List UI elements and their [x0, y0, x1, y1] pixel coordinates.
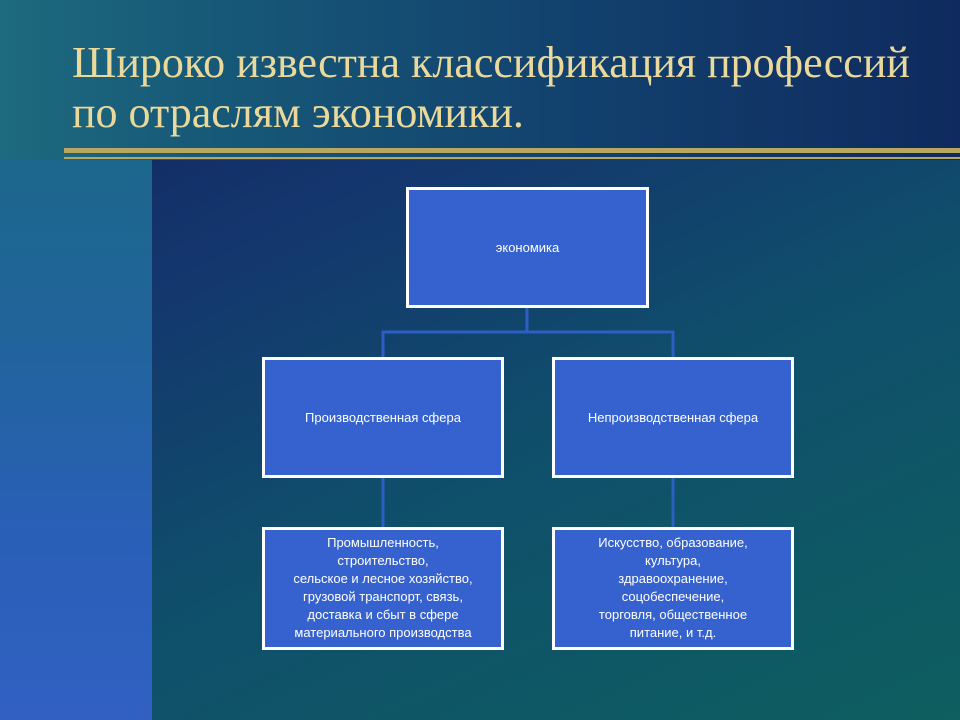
node-production-details — [262, 527, 504, 650]
node-non-production-sphere — [552, 357, 794, 478]
node-non-production-details-text: Искусство, образование, культура, здравоохранение, соцобеспечение, торговля, общественное питание, и т.д. — [598, 535, 748, 640]
node-non-production-details — [552, 527, 794, 650]
connector-root-to-branches — [383, 308, 673, 357]
node-production-sphere — [262, 357, 504, 478]
node-economy — [406, 187, 649, 308]
node-production-details-text: Промышленность, строительство, сельское и лесное хозяйство, грузовой транспорт, связь, доставка и сбыт в сфере материального производства — [293, 535, 473, 640]
node-economy-label: экономика — [495, 239, 560, 255]
node-non-production-sphere-label: Непроизводственная сфера — [587, 409, 759, 425]
node-production-sphere-label: Производственная сфера — [305, 409, 461, 425]
slide-title: Широко известна классификация профессий по отраслям экономики. — [72, 38, 910, 137]
